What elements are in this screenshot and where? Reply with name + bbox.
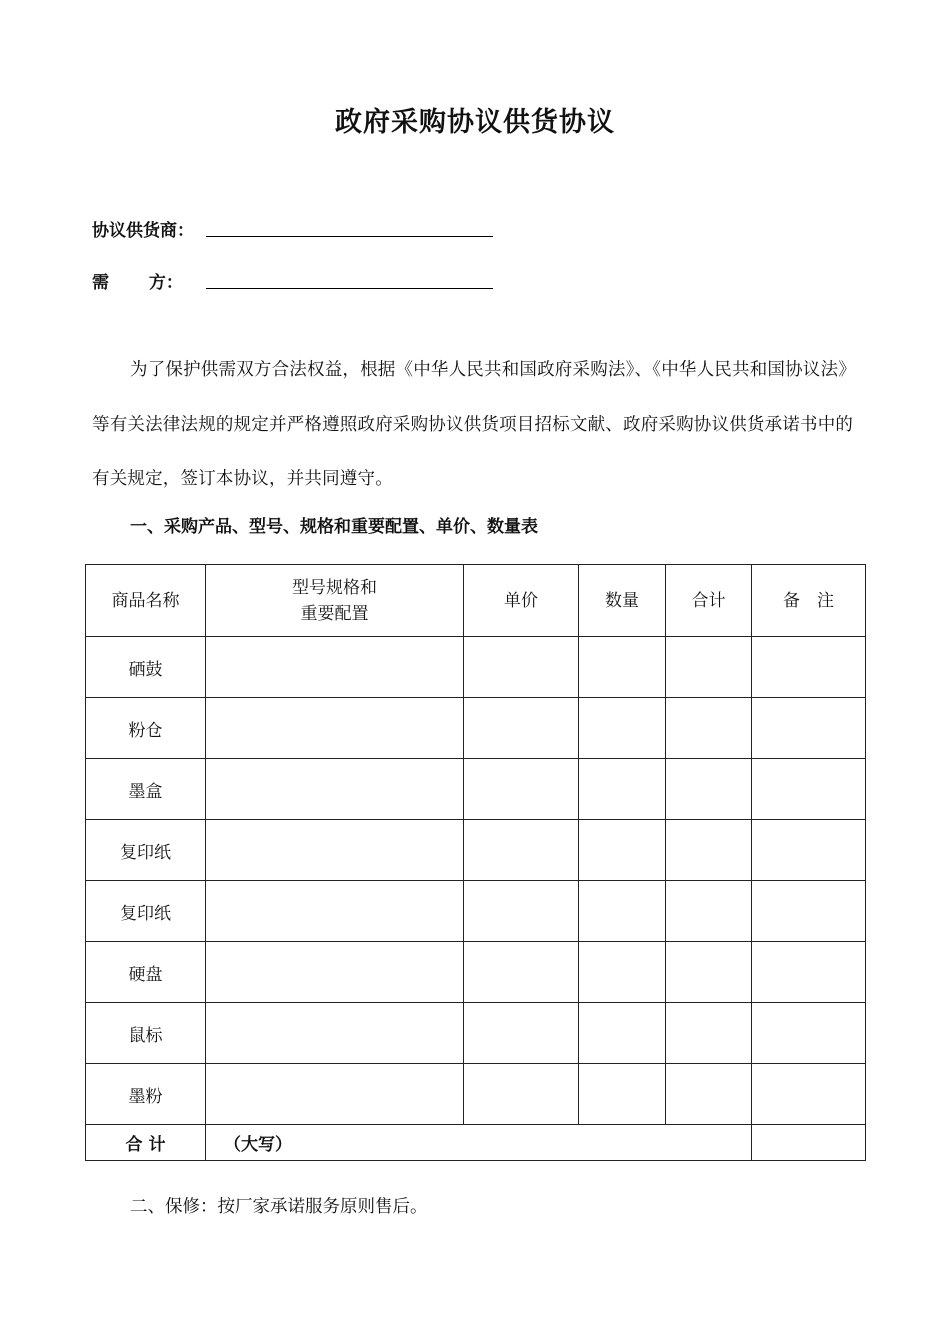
supplier-label: 协议供货商： [92,221,194,241]
total-cell[interactable] [666,1003,752,1064]
price-cell[interactable] [464,942,579,1003]
remark-cell[interactable] [752,637,866,698]
buyer-field [92,268,204,293]
spec-cell[interactable] [206,820,464,881]
product-name: 墨盒 [86,759,206,820]
table-row [86,881,866,942]
intro-paragraph: 为了保护供需双方合法权益，根据《中华人民共和国政府采购法》、《中华人民共和国协议法》等有关法律法规的规定并严格遵照政府采购协议供货项目招标文献、政府采购协议供货承诺书中的有关规定，签订本协议，并共同遵守。 [92,360,856,489]
total-amount-cell[interactable] [752,1125,866,1161]
table-row [86,637,866,698]
table-row [86,1064,866,1125]
header-spec-line2: 重要配置 [300,603,369,624]
document-title: 政府采购协议供货协议 [335,107,615,138]
table-row [86,759,866,820]
remark-cell[interactable] [752,1003,866,1064]
qty-cell[interactable] [579,1003,666,1064]
qty-cell[interactable] [579,698,666,759]
product-name: 硒鼓 [86,637,206,698]
total-cell[interactable] [666,698,752,759]
qty-cell[interactable] [579,1064,666,1125]
total-cell[interactable] [666,1064,752,1125]
price-cell[interactable] [464,820,579,881]
product-table [85,564,866,1161]
price-cell[interactable] [464,637,579,698]
remark-cell[interactable] [752,759,866,820]
spec-cell[interactable] [206,1064,464,1125]
qty-cell[interactable] [579,637,666,698]
total-cell[interactable] [666,942,752,1003]
table-header-row [86,565,866,637]
total-cell[interactable] [666,637,752,698]
header-remark: 备 注 [752,565,866,637]
spec-cell[interactable] [206,1003,464,1064]
product-name: 复印纸 [86,881,206,942]
qty-cell[interactable] [579,759,666,820]
header-price: 单价 [464,565,579,637]
header-qty: 数量 [579,565,666,637]
table-row [86,1003,866,1064]
product-name: 鼠标 [86,1003,206,1064]
total-capitals[interactable]: （大写） [206,1125,752,1161]
total-cell[interactable] [666,759,752,820]
spec-cell[interactable] [206,698,464,759]
section-1-heading: 一、采购产品、型号、规格和重要配置、单价、数量表 [130,517,538,537]
remark-cell[interactable] [752,942,866,1003]
spec-cell[interactable] [206,881,464,942]
total-cell[interactable] [666,881,752,942]
spec-cell[interactable] [206,759,464,820]
section-2-warranty: 二、保修：按厂家承诺服务原则售后。 [130,1197,428,1217]
price-cell[interactable] [464,759,579,820]
remark-cell[interactable] [752,820,866,881]
table-row [86,820,866,881]
spec-cell[interactable] [206,942,464,1003]
product-name: 粉仓 [86,698,206,759]
header-spec-line1: 型号规格和 [292,577,377,598]
buyer-label: 需 方： [92,273,183,293]
total-label: 合 计 [86,1125,206,1161]
product-name: 墨粉 [86,1064,206,1125]
supplier-field [92,216,204,241]
product-name: 硬盘 [86,942,206,1003]
price-cell[interactable] [464,1064,579,1125]
remark-cell[interactable] [752,1064,866,1125]
supplier-blank-line[interactable] [206,236,493,237]
total-row [86,1125,866,1161]
header-total: 合计 [666,565,752,637]
price-cell[interactable] [464,881,579,942]
header-name: 商品名称 [86,565,206,637]
qty-cell[interactable] [579,942,666,1003]
table-row [86,698,866,759]
remark-cell[interactable] [752,881,866,942]
header-spec [206,565,464,637]
spec-cell[interactable] [206,637,464,698]
table-row [86,942,866,1003]
qty-cell[interactable] [579,881,666,942]
product-name: 复印纸 [86,820,206,881]
price-cell[interactable] [464,1003,579,1064]
price-cell[interactable] [464,698,579,759]
buyer-blank-line[interactable] [206,288,493,289]
qty-cell[interactable] [579,820,666,881]
remark-cell[interactable] [752,698,866,759]
total-cell[interactable] [666,820,752,881]
